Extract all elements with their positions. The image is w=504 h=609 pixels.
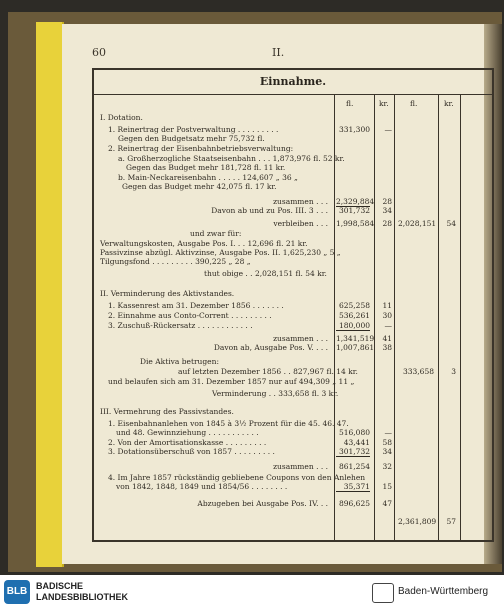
entry-line: Davon ab und zu Pos. III. 3 . . .	[211, 206, 328, 215]
table-title-row	[94, 70, 492, 95]
subtotal-label: verbleiben . . .	[273, 219, 328, 228]
entry-line: Passivzinse abzügl. Aktivzinse, Ausgabe Pos. II. 1,625,230 „ 5 „	[100, 248, 341, 257]
amount-kr: 34	[382, 447, 392, 456]
column-divider	[460, 94, 461, 540]
library-name-line1: BADISCHE	[36, 581, 84, 591]
amount-kr: 30	[382, 311, 392, 320]
amount-fl: 331,300	[338, 125, 370, 134]
amount-kr: 32	[382, 462, 392, 471]
amount-kr: —	[384, 321, 392, 330]
amount-fl: 43,441	[343, 438, 370, 447]
ledger-table	[92, 68, 494, 542]
amount-fl: 2,329,884	[336, 197, 375, 206]
amount-kr: 38	[382, 343, 392, 352]
entry-line: Verminderung . . 333,658 fl. 3 kr.	[212, 389, 339, 398]
amount-fl: 625,258	[338, 301, 370, 310]
amount-fl: 1,998,584	[336, 219, 375, 228]
amount-kr: 47	[382, 499, 392, 508]
entry-line: 3. Zuschuß-Rückersatz . . . . . . . . . . . .	[108, 321, 253, 330]
col-header-kr: kr.	[444, 99, 454, 108]
amount-kr: 58	[382, 438, 392, 447]
amount-kr: 34	[382, 206, 392, 215]
entry-line: a. Großherzogliche Staatseisenbahn . . . 1,873,976 fl. 52 kr.	[118, 154, 345, 163]
library-name[interactable]	[36, 581, 128, 603]
amount-fl: 536,261	[338, 311, 370, 320]
section-number: II.	[272, 46, 285, 59]
grand-total-fl: 2,361,809	[398, 517, 437, 526]
entry-line: Die Aktiva betrugen:	[140, 357, 219, 366]
col-header-kr: kr.	[379, 99, 389, 108]
entry-line: 3. Dotationsüberschuß von 1857 . . . . . . . . .	[108, 447, 275, 456]
entry-line: und 48. Gewinnziehung . . . . . . . . . . .	[116, 428, 259, 437]
amount-fl: 1,341,519	[336, 334, 375, 343]
library-name-line2: LANDESBIBLIOTHEK	[36, 592, 128, 602]
amount-kr: 28	[382, 197, 392, 206]
subtotal-label: zusammen . . .	[273, 462, 328, 471]
entry-line: 2. Von der Amortisationskasse . . . . . . . . .	[108, 438, 267, 447]
page-number: 60	[92, 46, 106, 59]
entry-line: Verwaltungskosten, Ausgabe Pos. I. . . 12,696 fl. 21 kr.	[100, 239, 308, 248]
page-edge-tab	[36, 22, 64, 567]
blb-logo[interactable]: BLB	[4, 580, 30, 604]
amount-kr: —	[384, 125, 392, 134]
entry-line: 2. Reinertrag der Eisenbahnbetriebsverwaltung:	[108, 144, 294, 153]
grand-total-kr: 57	[446, 517, 456, 526]
entry-line: Gegen das Budget mehr 42,075 fl. 17 kr.	[122, 182, 277, 191]
entry-line: 2. Einnahme aus Conto-Corrent . . . . . . . . .	[108, 311, 272, 320]
section-heading: III. Vermehrung des Passivstandes.	[100, 407, 234, 416]
total-fl: 333,658	[402, 367, 434, 376]
entry-line: thut obige . . 2,028,151 fl. 54 kr.	[204, 269, 327, 278]
amount-kr: 15	[382, 482, 392, 491]
entry-line: Abzugeben bei Ausgabe Pos. IV. . .	[197, 499, 328, 508]
amount-fl: 1,007,861	[336, 343, 375, 352]
entry-line: auf letzten Dezember 1856 . . 827,967 fl. 14 kr.	[178, 367, 358, 376]
entry-line: und zwar für:	[190, 229, 242, 238]
entry-line: 1. Reinertrag der Postverwaltung . . . . . . . . .	[108, 125, 279, 134]
table-title: Einnahme.	[259, 75, 327, 88]
state-name[interactable]: Baden-Württemberg	[398, 586, 489, 597]
amount-fl: 35,371	[336, 483, 370, 492]
column-divider	[374, 94, 375, 540]
subtotal-label: zusammen . . .	[273, 334, 328, 343]
total-kr: 54	[446, 219, 456, 228]
col-header-fl: fl.	[410, 99, 418, 108]
column-divider	[394, 94, 395, 540]
entry-line: 1. Kassenrest am 31. Dezember 1856 . . . . . . .	[108, 301, 284, 310]
amount-fl: 301,732	[338, 206, 370, 215]
entry-line: von 1842, 1848, 1849 und 1854/56 . . . . . . . .	[116, 482, 288, 491]
entry-line: Gegen das Budget mehr 181,728 fl. 11 kr.	[126, 163, 286, 172]
entry-line: Gegen den Budgetsatz mehr 75,732 fl.	[118, 134, 265, 143]
document-page	[62, 24, 484, 564]
section-heading: I. Dotation.	[100, 113, 143, 122]
amount-fl: 301,732	[336, 448, 370, 457]
section-heading: II. Verminderung des Aktivstandes.	[100, 289, 235, 298]
amount-fl: 180,000	[336, 322, 370, 331]
amount-fl: 896,625	[338, 499, 370, 508]
total-fl: 2,028,151	[398, 219, 437, 228]
amount-kr: 11	[382, 301, 392, 310]
amount-kr: 28	[382, 219, 392, 228]
entry-line: b. Main-Neckareisenbahn . . . . . 124,607 „ 36 „	[118, 173, 298, 182]
amount-fl: 516,080	[338, 428, 370, 437]
footer-bar	[0, 575, 504, 609]
col-header-fl: fl.	[346, 99, 354, 108]
subtotal-label: zusammen . . .	[273, 197, 328, 206]
entry-line: 1. Eisenbahnanlehen von 1845 à 3½ Prozent für die 45. 46. 47.	[108, 419, 349, 428]
amount-kr: —	[384, 428, 392, 437]
column-divider	[438, 94, 439, 540]
entry-line: und belaufen sich am 31. Dezember 1857 nur auf 494,309 „ 11 „	[108, 377, 355, 386]
entry-line: 4. Im Jahre 1857 rückständig gebliebene Coupons von den Anlehen	[108, 473, 366, 482]
amount-fl: 861,254	[338, 462, 370, 471]
entry-line: Tilgungsfond . . . . . . . . . 390,225 „ 28 „	[100, 257, 251, 266]
amount-kr: 41	[382, 334, 392, 343]
state-crest-icon	[372, 583, 394, 603]
total-kr: 3	[451, 367, 456, 376]
entry-line: Davon ab, Ausgabe Pos. V. . . .	[213, 343, 328, 352]
